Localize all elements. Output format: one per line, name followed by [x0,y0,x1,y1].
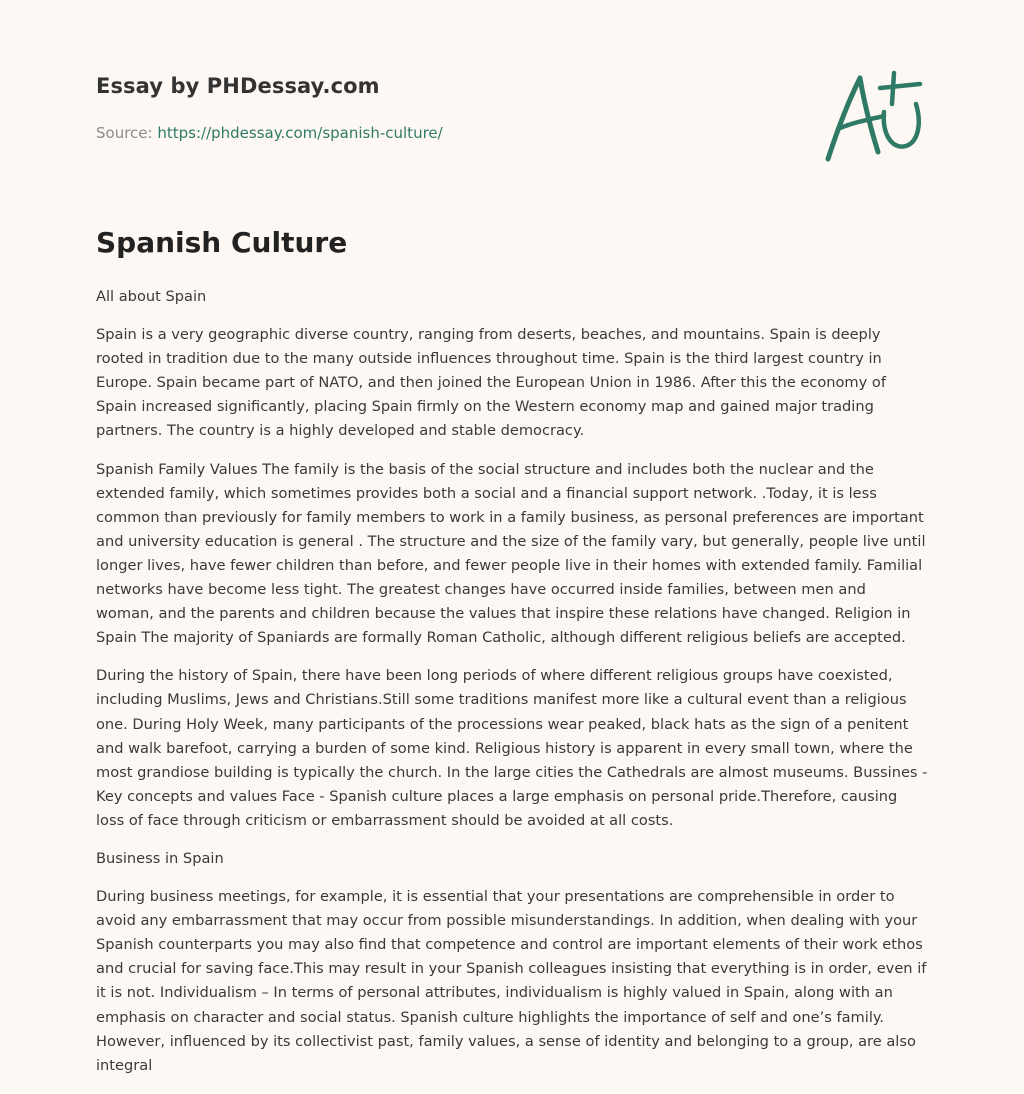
essay-section-heading: Business in Spain [96,849,224,867]
site-title: Essay by PHDessay.com [96,74,380,98]
source-line [96,124,443,142]
essay-paragraph: Spanish Family Values The family is the basis of the social structure and includes both the nuclear and the extended family, which sometimes provides both a social and a financial support network. .Today, it is less common than previously for family members to work in a family business, as personal preferences are important and university education is general . The structure and the size of the family vary, but generally, people live until longer lives, have fewer children than before, and fewer people live in their homes with extended family. Familial networks have become less tight. The greatest changes have occurred inside families, between men and woman, and the parents and children because the values that inspire these relations have changed. Religion in Spain The majority of Spaniards are formally Roman Catholic, although different religious beliefs are accepted. [96,460,926,647]
essay-body [96,285,928,1092]
essay-paragraph: During the history of Spain, there have been long periods of where different religious groups have coexisted, including Muslims, Jews and Christians.Still some traditions manifest more like a cultural event than a religious one. During Holy Week, many participants of the processions wear peaked, black hats as the sign of a penitent and walk barefoot, carrying a burden of some kind. Religious history is apparent in every small town, where the most grandiose building is typically the church. In the large cities the Cathedrals are almost museums. Bussines - Key concepts and values Face - Spanish culture places a large emphasis on personal pride.Therefore, causing loss of face through criticism or embarrassment should be avoided at all costs. [96,667,928,829]
essay-paragraph: During business meetings, for example, it is essential that your presentations are comprehensible in order to avoid any embarrassment that may occur from possible misunderstandings. In addition, when dealing with your Spanish counterparts you may also find that competence and control are important elements of their work ethos and crucial for saving face.This may result in your Spanish colleagues insisting that everything is in order, even if it is not. Individualism – In terms of personal attributes, individualism is highly valued in Spain, along with an emphasis on character and social status. Spanish culture highlights the importance of self and one’s family. However, influenced by its collectivist past, family values, a sense of identity and belonging to a group, are also integral [96,888,927,1074]
source-link[interactable]: https://phdessay.com/spanish-culture/ [157,124,443,142]
source-label: Source: [96,124,153,142]
essay-paragraph: Spain is a very geographic diverse country, ranging from deserts, beaches, and mountains. Spain is deeply rooted in tradition due to the many outside influences throughout time. Spain is the third largest country in Europe. Spain became part of NATO, and then joined the European Union in 1986. After this the economy of Spain increased significantly, placing Spain firmly on the Western economy map and gained major trading partners. The country is a highly developed and stable democracy. [96,326,886,440]
essay-subtitle: All about Spain [96,288,207,305]
a-plus-grade-logo-icon [822,68,926,164]
document-title: Spanish Culture [96,226,348,259]
